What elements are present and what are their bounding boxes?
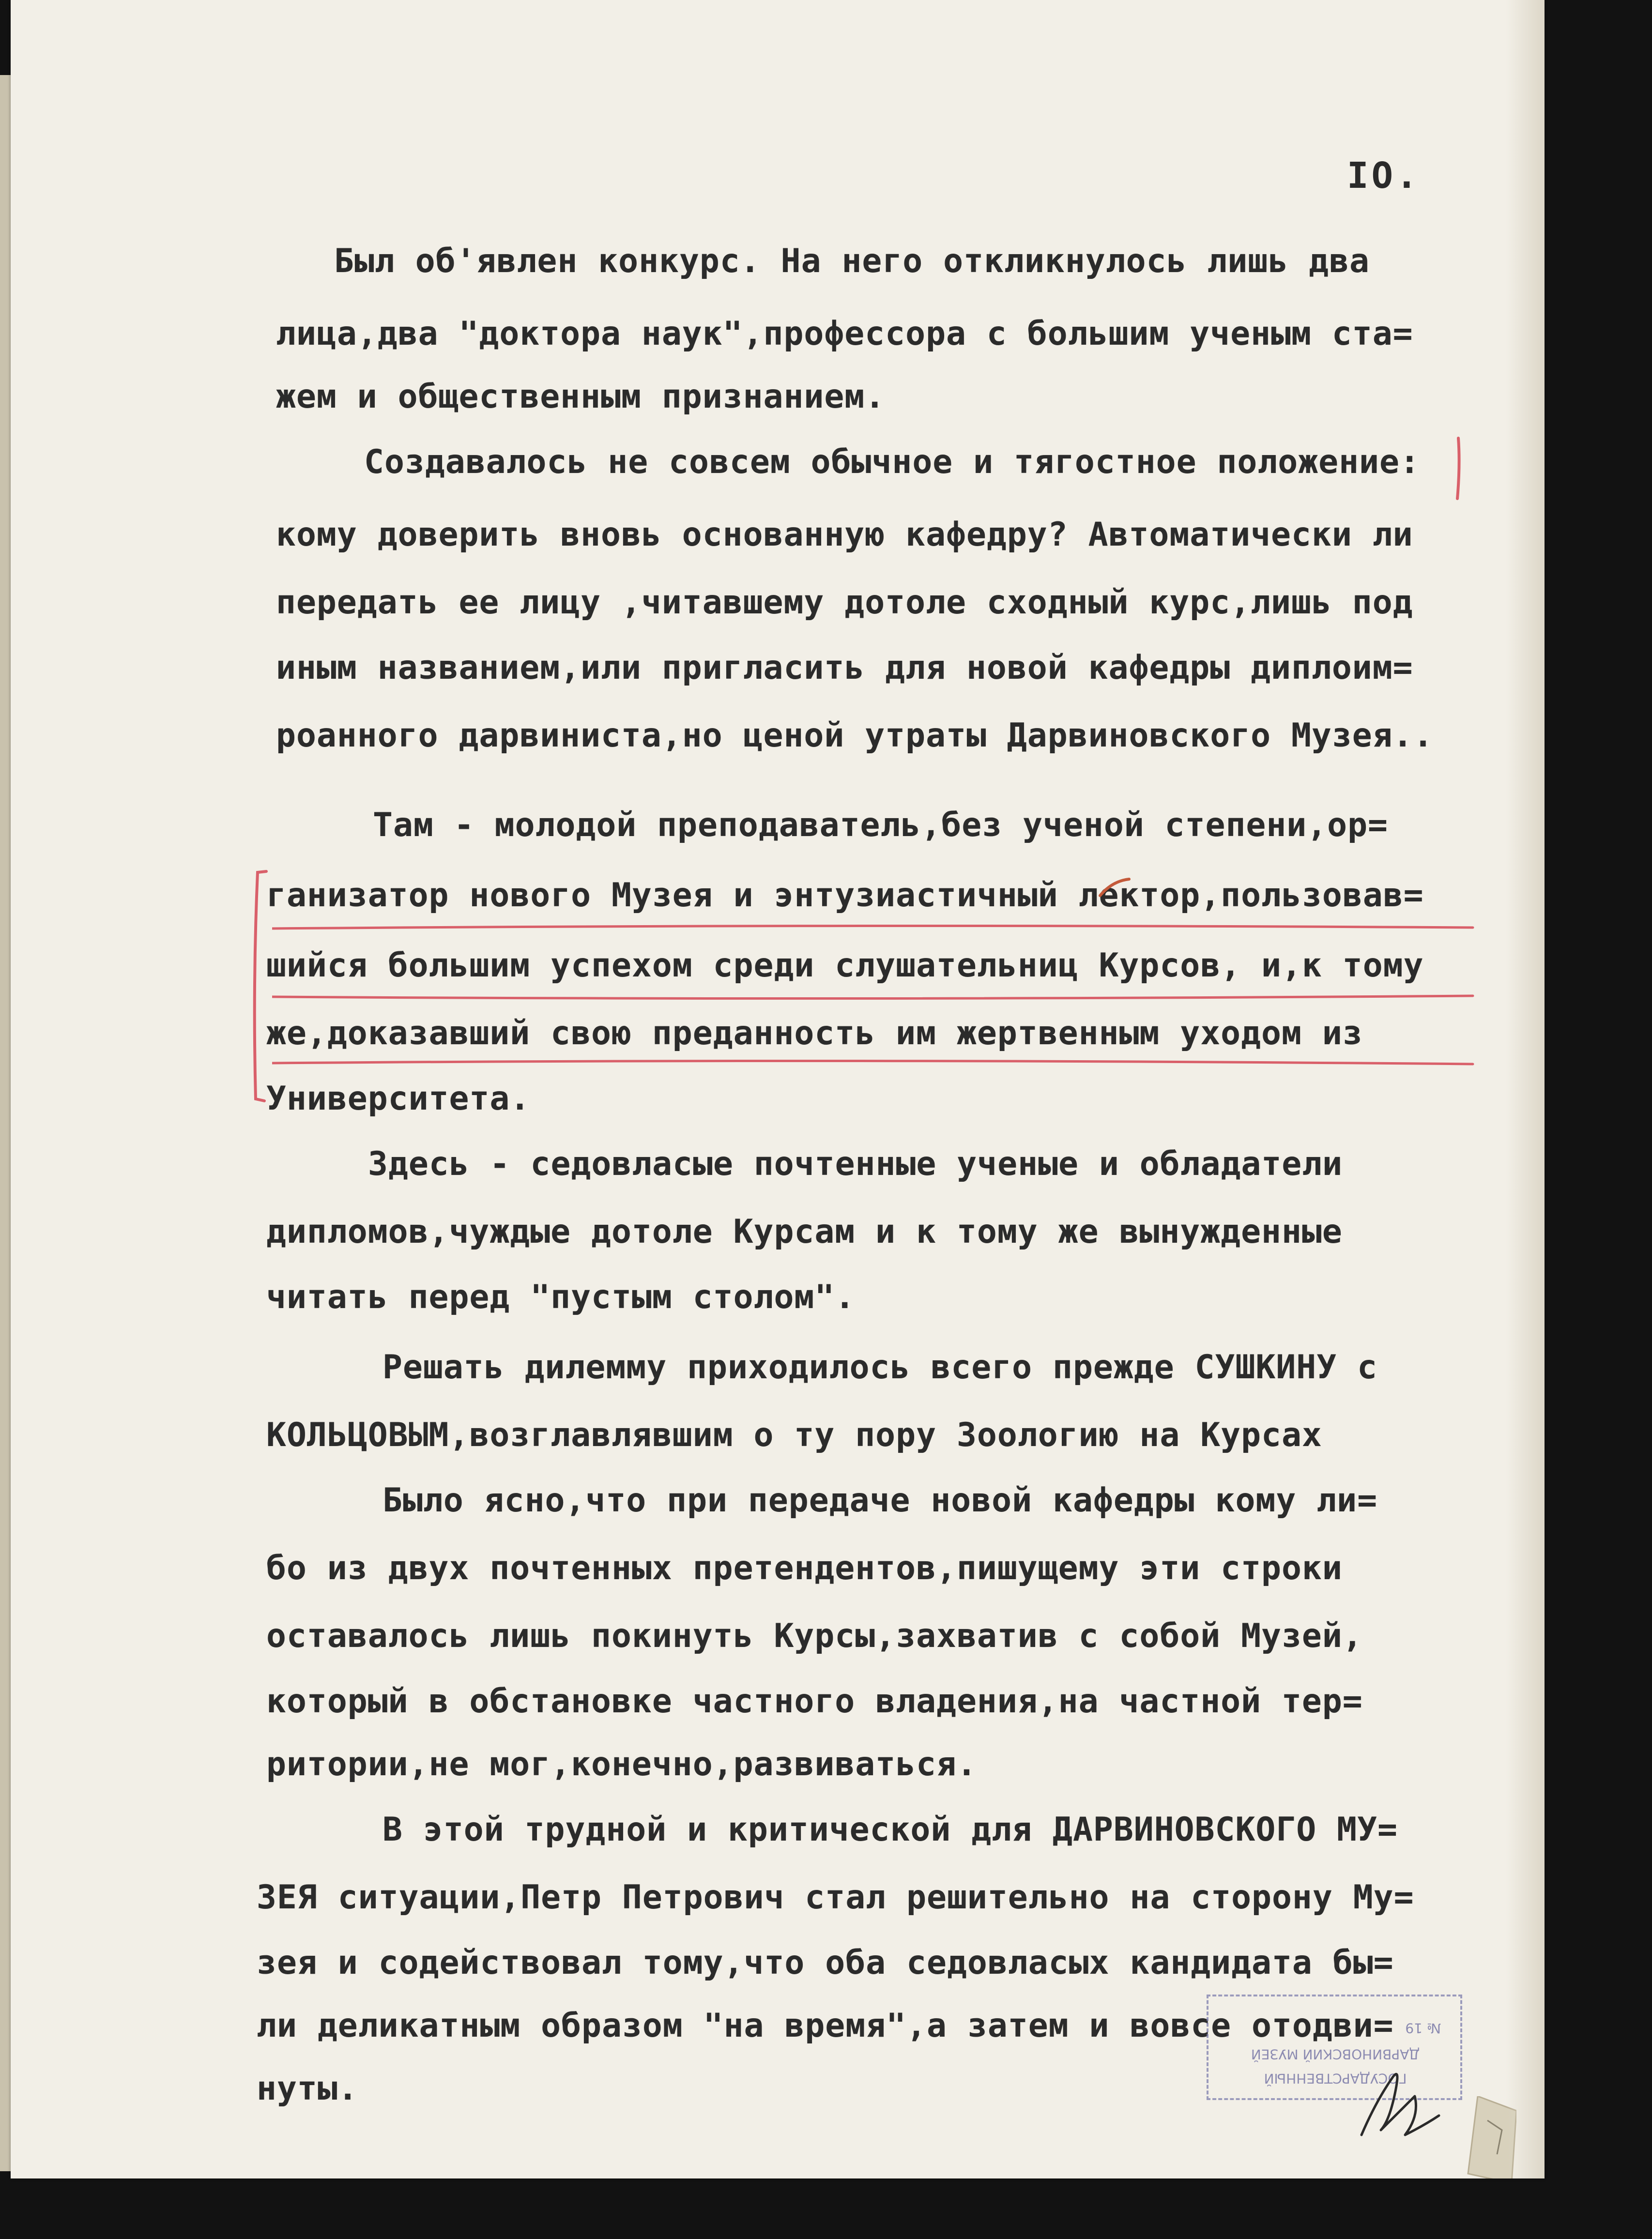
text-line: жем и общественным признанием. xyxy=(276,378,886,416)
pencil-underline-icon xyxy=(272,920,1483,934)
text-line: читать перед "пустым столом". xyxy=(266,1278,856,1316)
text-line: зея и содействовал тому,что оба седовласых кандидата бы= xyxy=(257,1944,1394,1982)
torn-corner-icon xyxy=(1458,2096,1516,2178)
text-line: Создавалось не совсем обычное и тягостное положение: xyxy=(364,443,1420,481)
pencil-margin-mark-icon xyxy=(1444,436,1473,503)
text-line: Здесь - седовласые почтенные ученые и обладатели xyxy=(368,1145,1343,1183)
page-number: IO. xyxy=(1347,155,1421,197)
text-line: роанного дарвиниста,но ценой утраты Дарвиновского Музея.. xyxy=(276,716,1434,755)
text-line: шийся большим успехом среди слушательниц Курсов, и,к тому xyxy=(266,946,1424,985)
text-line: В этой трудной и критической для ДАРВИНОВСКОГО МУ= xyxy=(382,1811,1398,1849)
stamp-line: ДАРВИНОВСКИЙ МУЗЕЙ xyxy=(1251,2046,1420,2062)
text-line: ритории,не мог,конечно,развиваться. xyxy=(266,1745,977,1783)
typewritten-page xyxy=(11,0,1545,2178)
text-line: оставалось лишь покинуть Курсы,захватив с собой Музей, xyxy=(266,1617,1363,1655)
text-line: Университета. xyxy=(266,1080,531,1118)
text-line: передать ее лицу ,читавшему дотоле сходный курс,лишь под xyxy=(276,583,1413,622)
text-line: дипломов,чуждые дотоле Курсам и к тому же вынужденные xyxy=(266,1213,1343,1251)
text-line: ЗЕЯ ситуации,Петр Петрович стал решительно на сторону Му= xyxy=(257,1878,1414,1917)
pencil-underline-icon xyxy=(272,990,1483,1005)
text-line: ганизатор нового Музея и энтузиастичный лектор,пользовав= xyxy=(266,876,1424,914)
text-line: Там - молодой преподаватель,без ученой степени,ор= xyxy=(373,806,1388,844)
text-line: ли деликатным образом "на время",а затем и вовсе отодви= xyxy=(257,2007,1394,2045)
stamp-line: ГОСУДАРСТВЕННЫЙ xyxy=(1264,2071,1407,2087)
text-line: Решать дилемму приходилось всего прежде СУШКИНУ с xyxy=(382,1348,1378,1386)
text-line: Был об'явлен конкурс. На него откликнулось лишь два xyxy=(334,242,1370,280)
text-line: нуты. xyxy=(257,2070,358,2108)
text-line: Было ясно,что при передаче новой кафедры кому ли= xyxy=(382,1481,1378,1520)
text-line: бо из двух почтенных претендентов,пишущему эти строки xyxy=(266,1549,1343,1587)
text-line: который в обстановке частного владения,на частной тер= xyxy=(266,1682,1363,1721)
stamp-number: № 19 xyxy=(1405,2020,1441,2036)
text-line: лица,два "доктора наук",профессора с большим ученым ста= xyxy=(276,315,1413,353)
text-line: иным названием,или пригласить для новой кафедры диплоим= xyxy=(276,649,1413,687)
text-line: кому доверить вновь основанную кафедру? Автоматически ли xyxy=(276,516,1413,554)
pencil-underline-icon xyxy=(272,1055,1483,1070)
previous-page-edge xyxy=(0,75,11,2171)
text-line: же,доказавший свою преданность им жертвенным уходом из xyxy=(266,1014,1363,1052)
signature-icon xyxy=(1347,2057,1453,2149)
text-line: КОЛЬЦОВЫМ,возглавлявшим о ту пору Зоологию на Курсах xyxy=(266,1416,1322,1454)
